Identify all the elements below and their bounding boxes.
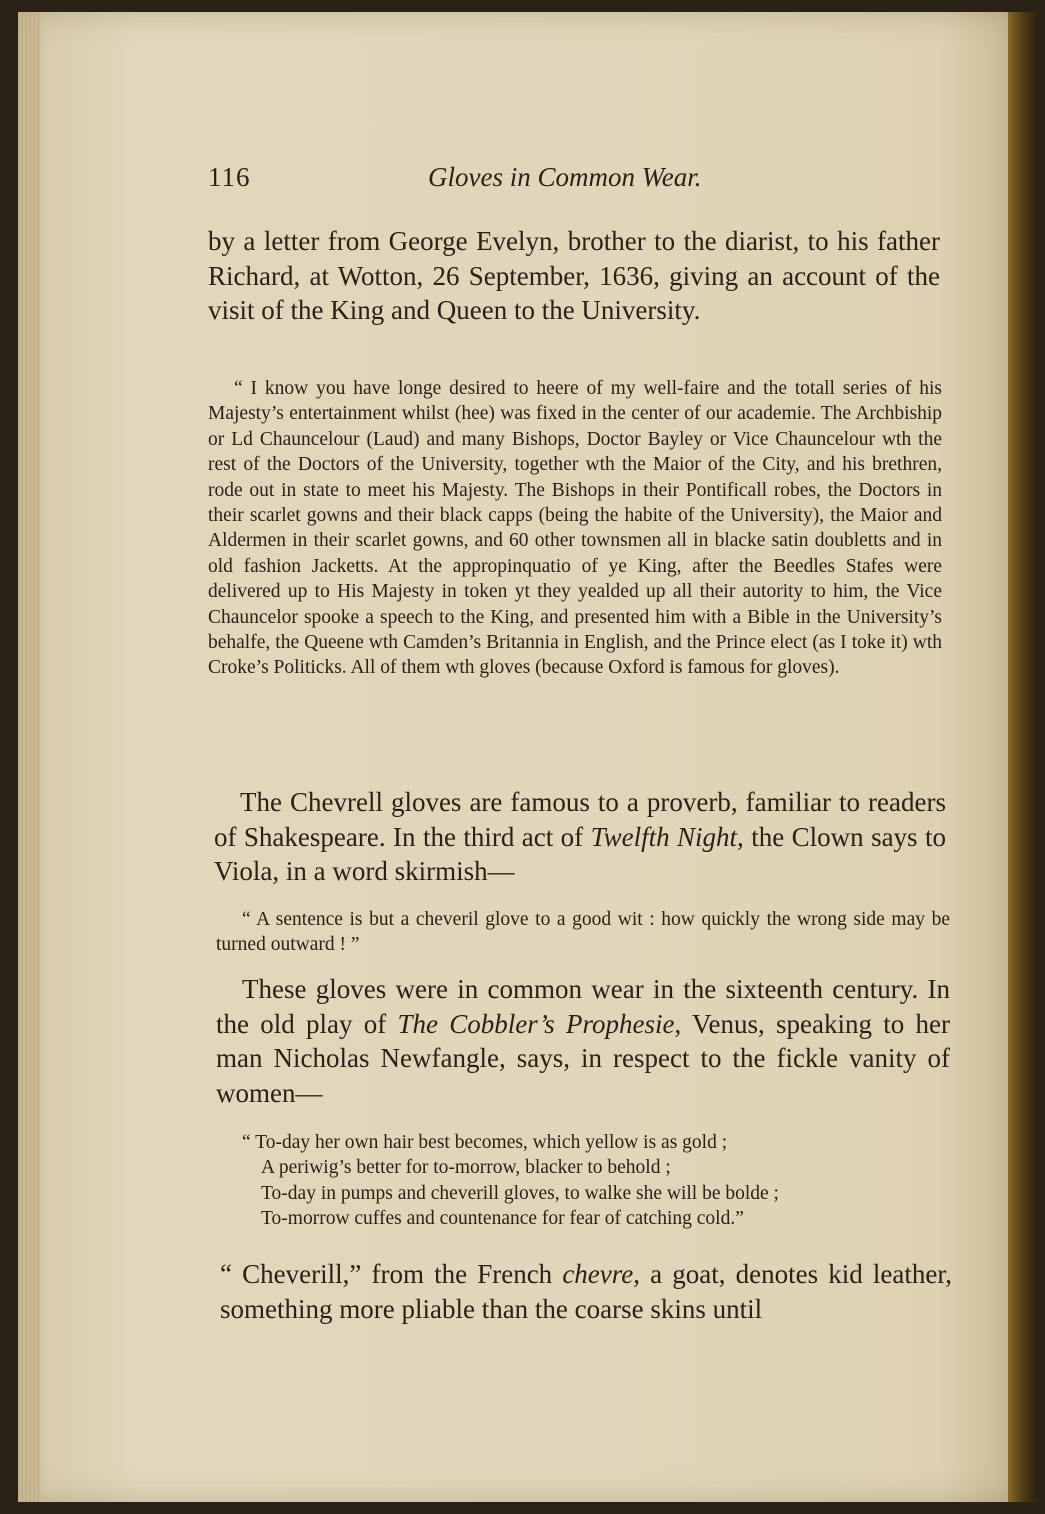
quotation-twelfth-night: “ A sentence is but a cheveril glove to a good wit : how quickly the wrong side may be turned outward ! ” bbox=[216, 909, 950, 956]
paragraph-2 bbox=[214, 785, 946, 889]
book-cover-edge bbox=[1008, 12, 1038, 1502]
verse-line: To-day in pumps and cheverill gloves, to walke she will be bolde ; bbox=[261, 1182, 779, 1204]
quotation-evelyn-letter: “ I know you have longe desired to heere of my well-faire and the totall series of his Majesty’s entertainment whilst (hee) was fixed in the center of our academie. The Archbiship or Ld Chauncelour (Laud) and many Bishops, Doctor Bayley or Vice Chauncelour wth the rest of the Doctors of the University, together wth the Maior of the City, and his brethren, rode out in state to meet his Majesty. The Bishops in their Pontificall robes, the Doctors in their scarlet gowns and their black capps (being the habite of the University), the Maior and Aldermen in their scarlet gowns, and 60 other townsmen all in blacke satin doubletts and in old fashion Jacketts. At the appropinquatio of ye King, after the Beedles Stafes were delivered up to His Majesty in token yt they yealded up all their autority to him, the Vice Chauncelor spooke a speech to the King, and presented him with a Bible in the University’s behalfe, the Queene wth Camden’s Britannia in English, and the Prince elect (as I toke it) wth Croke’s Politicks. All of them wth gloves (because Oxford is famous for gloves). bbox=[208, 378, 942, 679]
paragraph-4-text-b: , a goat, denotes kid leather, something more pliable than the coarse skins until bbox=[220, 1259, 952, 1324]
verse-line: To-morrow cuffes and countenance for fear of catching cold.” bbox=[261, 1208, 744, 1230]
verse-quotation bbox=[242, 1130, 779, 1232]
paragraph-4-text-a: “ Cheverill,” from the French bbox=[220, 1259, 563, 1289]
page-number: 116 bbox=[208, 162, 251, 192]
paragraph-3-text-b: , Venus, speaking to her man Nicholas Newfangle, says, in respect to the fickle vanity of women— bbox=[216, 1008, 951, 1108]
running-title: Gloves in Common Wear. bbox=[428, 162, 702, 192]
word-chevre: chevre bbox=[562, 1259, 634, 1289]
play-title-cobblers-prophesie: The Cobbler’s Prophesie bbox=[397, 1008, 675, 1039]
verse-line: A periwig’s better for to-morrow, blacker to behold ; bbox=[261, 1157, 671, 1179]
page-edge-left bbox=[18, 12, 40, 1502]
page-header bbox=[208, 162, 768, 202]
paragraph-3 bbox=[216, 972, 950, 1110]
paragraph-3-text-a: These gloves were in common wear in the sixteenth century. In the old play of bbox=[216, 974, 950, 1039]
paragraph-1: by a letter from George Evelyn, brother to the diarist, to his father Richard, at Wotton, 26 September, 1636, giving an account of the visit of the King and Queen to the University. bbox=[208, 226, 940, 325]
verse-line: “ To-day her own hair best becomes, which yellow is as gold ; bbox=[242, 1132, 728, 1153]
paragraph-4 bbox=[220, 1257, 952, 1326]
paragraph-2-text-a: The Chevrell gloves are famous to a proverb, familiar to readers of Shakespeare. In the third act of bbox=[214, 787, 946, 852]
book-page bbox=[18, 12, 1020, 1502]
paragraph-2-text-b: , the Clown says to Viola, in a word skirmish— bbox=[214, 821, 946, 886]
play-title-twelfth-night: Twelfth Night bbox=[590, 821, 738, 852]
